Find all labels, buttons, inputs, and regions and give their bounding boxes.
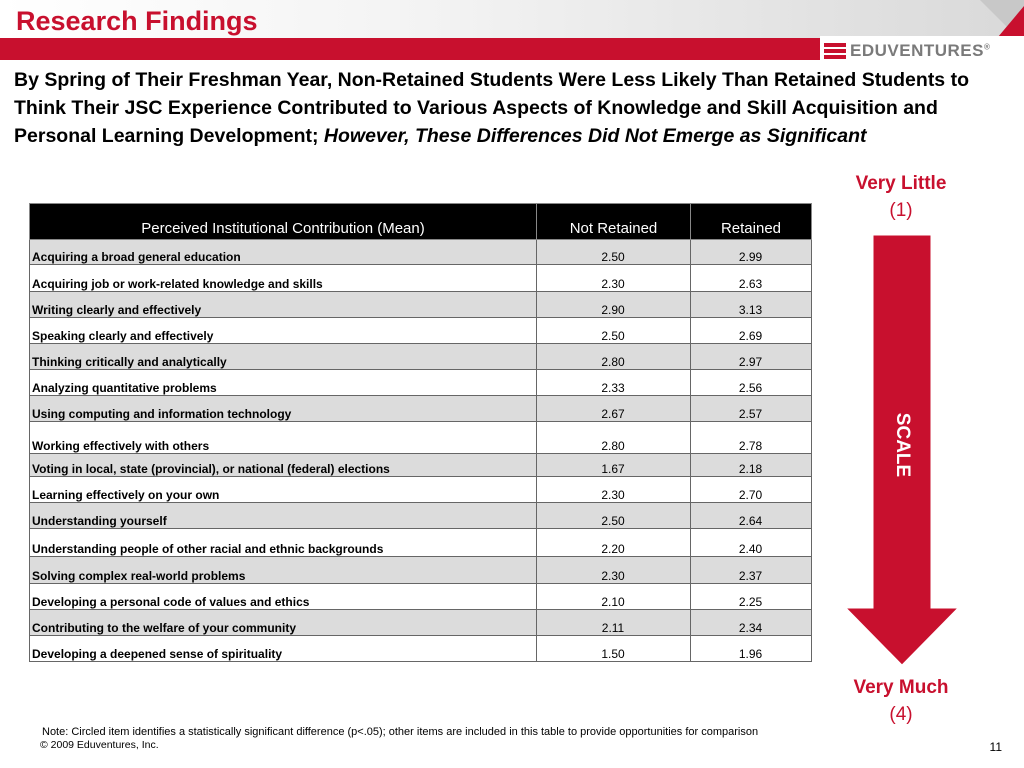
table-row [30, 557, 812, 584]
headline-emphasis: However, These Differences Did Not Emerge as Significant [323, 125, 867, 147]
row-retained: 2.64 [691, 503, 812, 529]
row-retained: 2.18 [691, 454, 812, 477]
row-item: Acquiring a broad general education [30, 240, 537, 265]
row-not-retained: 1.67 [537, 454, 691, 477]
table-row [30, 477, 812, 503]
row-not-retained: 2.10 [537, 584, 691, 610]
row-item: Using computing and information technology [30, 396, 537, 422]
row-retained: 2.97 [691, 344, 812, 370]
row-not-retained: 2.50 [537, 503, 691, 529]
logo-stripes-icon [824, 42, 846, 60]
row-retained: 2.56 [691, 370, 812, 396]
row-not-retained: 2.20 [537, 529, 691, 557]
table-row [30, 344, 812, 370]
copyright: © 2009 Eduventures, Inc. [40, 739, 159, 751]
row-item: Thinking critically and analytically [30, 344, 537, 370]
row-retained: 2.99 [691, 240, 812, 265]
table-row [30, 422, 812, 454]
row-item: Developing a deepened sense of spirituality [30, 636, 537, 662]
scale-word: SCALE [892, 412, 913, 478]
table-row [30, 240, 812, 265]
row-retained: 2.63 [691, 265, 812, 292]
row-not-retained: 2.11 [537, 610, 691, 636]
table-row [30, 529, 812, 557]
headline-main: By Spring of Their Freshman Year, Non-Retained Students Were Less Likely Than Retained Students to Think Their JSC Experience Contributed to Various Aspects of Knowledge and Skill Acquisition and Personal Learning Development; [14, 69, 969, 147]
table-row [30, 265, 812, 292]
row-not-retained: 2.80 [537, 344, 691, 370]
row-item: Developing a personal code of values and ethics [30, 584, 537, 610]
slide-title: Research Findings [16, 6, 258, 36]
scale-bottom-value: (4) [889, 704, 913, 725]
table-row [30, 396, 812, 422]
row-item: Contributing to the welfare of your community [30, 610, 537, 636]
row-item: Writing clearly and effectively [30, 292, 537, 318]
scale-bottom-label [836, 674, 966, 728]
table-row [30, 610, 812, 636]
row-item: Voting in local, state (provincial), or national (federal) elections [30, 454, 537, 477]
table-body [30, 240, 812, 662]
logo-registered-mark: ® [983, 42, 991, 52]
row-retained: 1.96 [691, 636, 812, 662]
header-not-retained: Not Retained [537, 204, 691, 240]
row-not-retained: 2.30 [537, 557, 691, 584]
row-item: Understanding people of other racial and ethnic backgrounds [30, 529, 537, 557]
table-header-row [30, 204, 812, 240]
scale-word-container [873, 395, 931, 495]
row-not-retained: 2.33 [537, 370, 691, 396]
page-number: 11 [989, 740, 1002, 754]
row-retained: 2.40 [691, 529, 812, 557]
logo-text [850, 41, 990, 61]
footnote: Note: Circled item identifies a statistically significant difference (p<.05); other items are included in this table to provide opportunities for comparison [42, 726, 759, 738]
logo-wordmark: EDUVENTURES [850, 41, 984, 60]
row-item: Working effectively with others [30, 422, 537, 454]
table-row [30, 584, 812, 610]
row-item: Solving complex real-world problems [30, 557, 537, 584]
row-retained: 2.70 [691, 477, 812, 503]
scale-top-label [836, 170, 966, 224]
header-item: Perceived Institutional Contribution (Mean) [30, 204, 537, 240]
slide-headline [14, 66, 1009, 150]
findings-table [29, 203, 812, 662]
scale-bottom-text: Very Much [853, 677, 949, 698]
table-row [30, 636, 812, 662]
table-row [30, 318, 812, 344]
scale-top-text: Very Little [855, 173, 947, 194]
row-retained: 2.37 [691, 557, 812, 584]
row-retained: 2.69 [691, 318, 812, 344]
row-not-retained: 2.30 [537, 477, 691, 503]
row-not-retained: 1.50 [537, 636, 691, 662]
table-row [30, 454, 812, 477]
row-retained: 2.57 [691, 396, 812, 422]
table-row [30, 370, 812, 396]
row-not-retained: 2.80 [537, 422, 691, 454]
row-not-retained: 2.30 [537, 265, 691, 292]
header-retained: Retained [691, 204, 812, 240]
row-not-retained: 2.50 [537, 240, 691, 265]
table-row [30, 503, 812, 529]
row-retained: 2.25 [691, 584, 812, 610]
row-not-retained: 2.50 [537, 318, 691, 344]
row-not-retained: 2.67 [537, 396, 691, 422]
row-retained: 3.13 [691, 292, 812, 318]
row-not-retained: 2.90 [537, 292, 691, 318]
table-row [30, 292, 812, 318]
row-item: Understanding yourself [30, 503, 537, 529]
row-retained: 2.78 [691, 422, 812, 454]
row-item: Speaking clearly and effectively [30, 318, 537, 344]
row-retained: 2.34 [691, 610, 812, 636]
row-item: Acquiring job or work-related knowledge and skills [30, 265, 537, 292]
eduventures-logo [824, 40, 990, 62]
row-item: Learning effectively on your own [30, 477, 537, 503]
row-item: Analyzing quantitative problems [30, 370, 537, 396]
scale-top-value: (1) [889, 200, 913, 221]
